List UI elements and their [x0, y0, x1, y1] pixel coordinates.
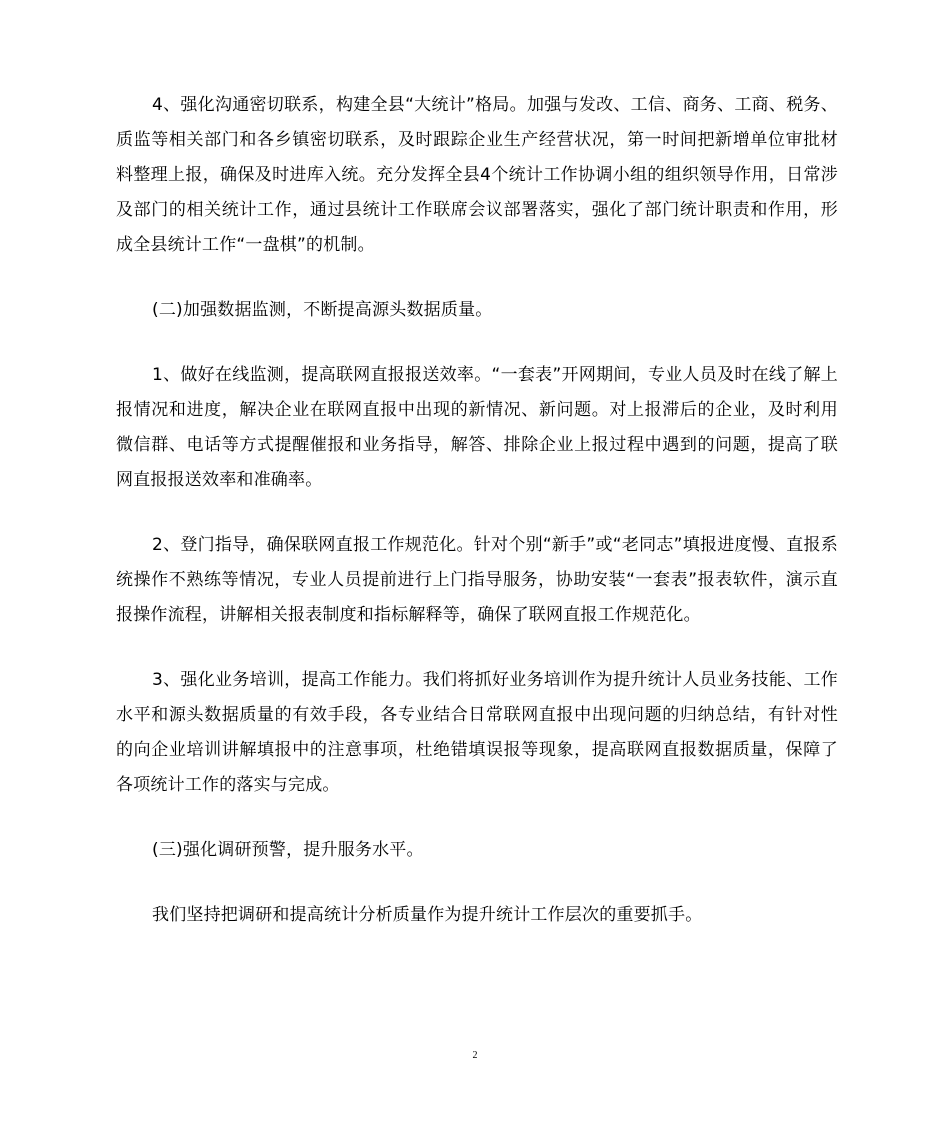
document-body	[116, 88, 838, 963]
page-number: 2	[472, 1050, 478, 1061]
paragraph-strengthen-communication: 4、强化沟通密切联系，构建全县“大统计”格局。加强与发改、工信、商务、工商、税务、质监等相关部门和各乡镇密切联系，及时跟踪企业生产经营状况，第一时间把新增单位审批材料整理上报，确保及时进库入统。充分发挥全县4个统计工作协调小组的组织领导作用，日常涉及部门的相关统计工作，通过县统计工作联席会议部署落实，强化了部门统计职责和作用，形成全县统计工作“一盘棋”的机制。	[116, 95, 838, 255]
paragraph-research-analysis: 我们坚持把调研和提高统计分析质量作为提升统计工作层次的重要抓手。	[152, 905, 703, 925]
paragraph-business-training: 3、强化业务培训，提高工作能力。我们将抓好业务培训作为提升统计人员业务技能、工作水平和源头数据质量的有效手段，各专业结合日常联网直报中出现问题的归纳总结，有针对性的向企业培训讲解填报中的注意事项，杜绝错填误报等现象，提高联网直报数据质量，保障了各项统计工作的落实与完成。	[116, 670, 838, 795]
section-heading-research-warning: (三)强化调研预警，提升服务水平。	[152, 840, 424, 860]
paragraph-online-monitoring: 1、做好在线监测，提高联网直报报送效率。“一套表”开网期间，专业人员及时在线了解上报情况和进度，解决企业在联网直报中出现的新情况、新问题。对上报滞后的企业，及时利用微信群、电话等方式提醒催报和业务指导，解答、排除企业上报过程中遇到的问题，提高了联网直报报送效率和准确率。	[116, 365, 838, 490]
section-heading-data-monitoring: (二)加强数据监测，不断提高源头数据质量。	[152, 300, 493, 320]
paragraph-door-to-door-guidance: 2、登门指导，确保联网直报工作规范化。针对个别“新手”或“老同志”填报进度慢、直报系统操作不熟练等情况，专业人员提前进行上门指导服务，协助安装“一套表”报表软件，演示直报操作流程，讲解相关报表制度和指标解释等，确保了联网直报工作规范化。	[116, 535, 838, 625]
